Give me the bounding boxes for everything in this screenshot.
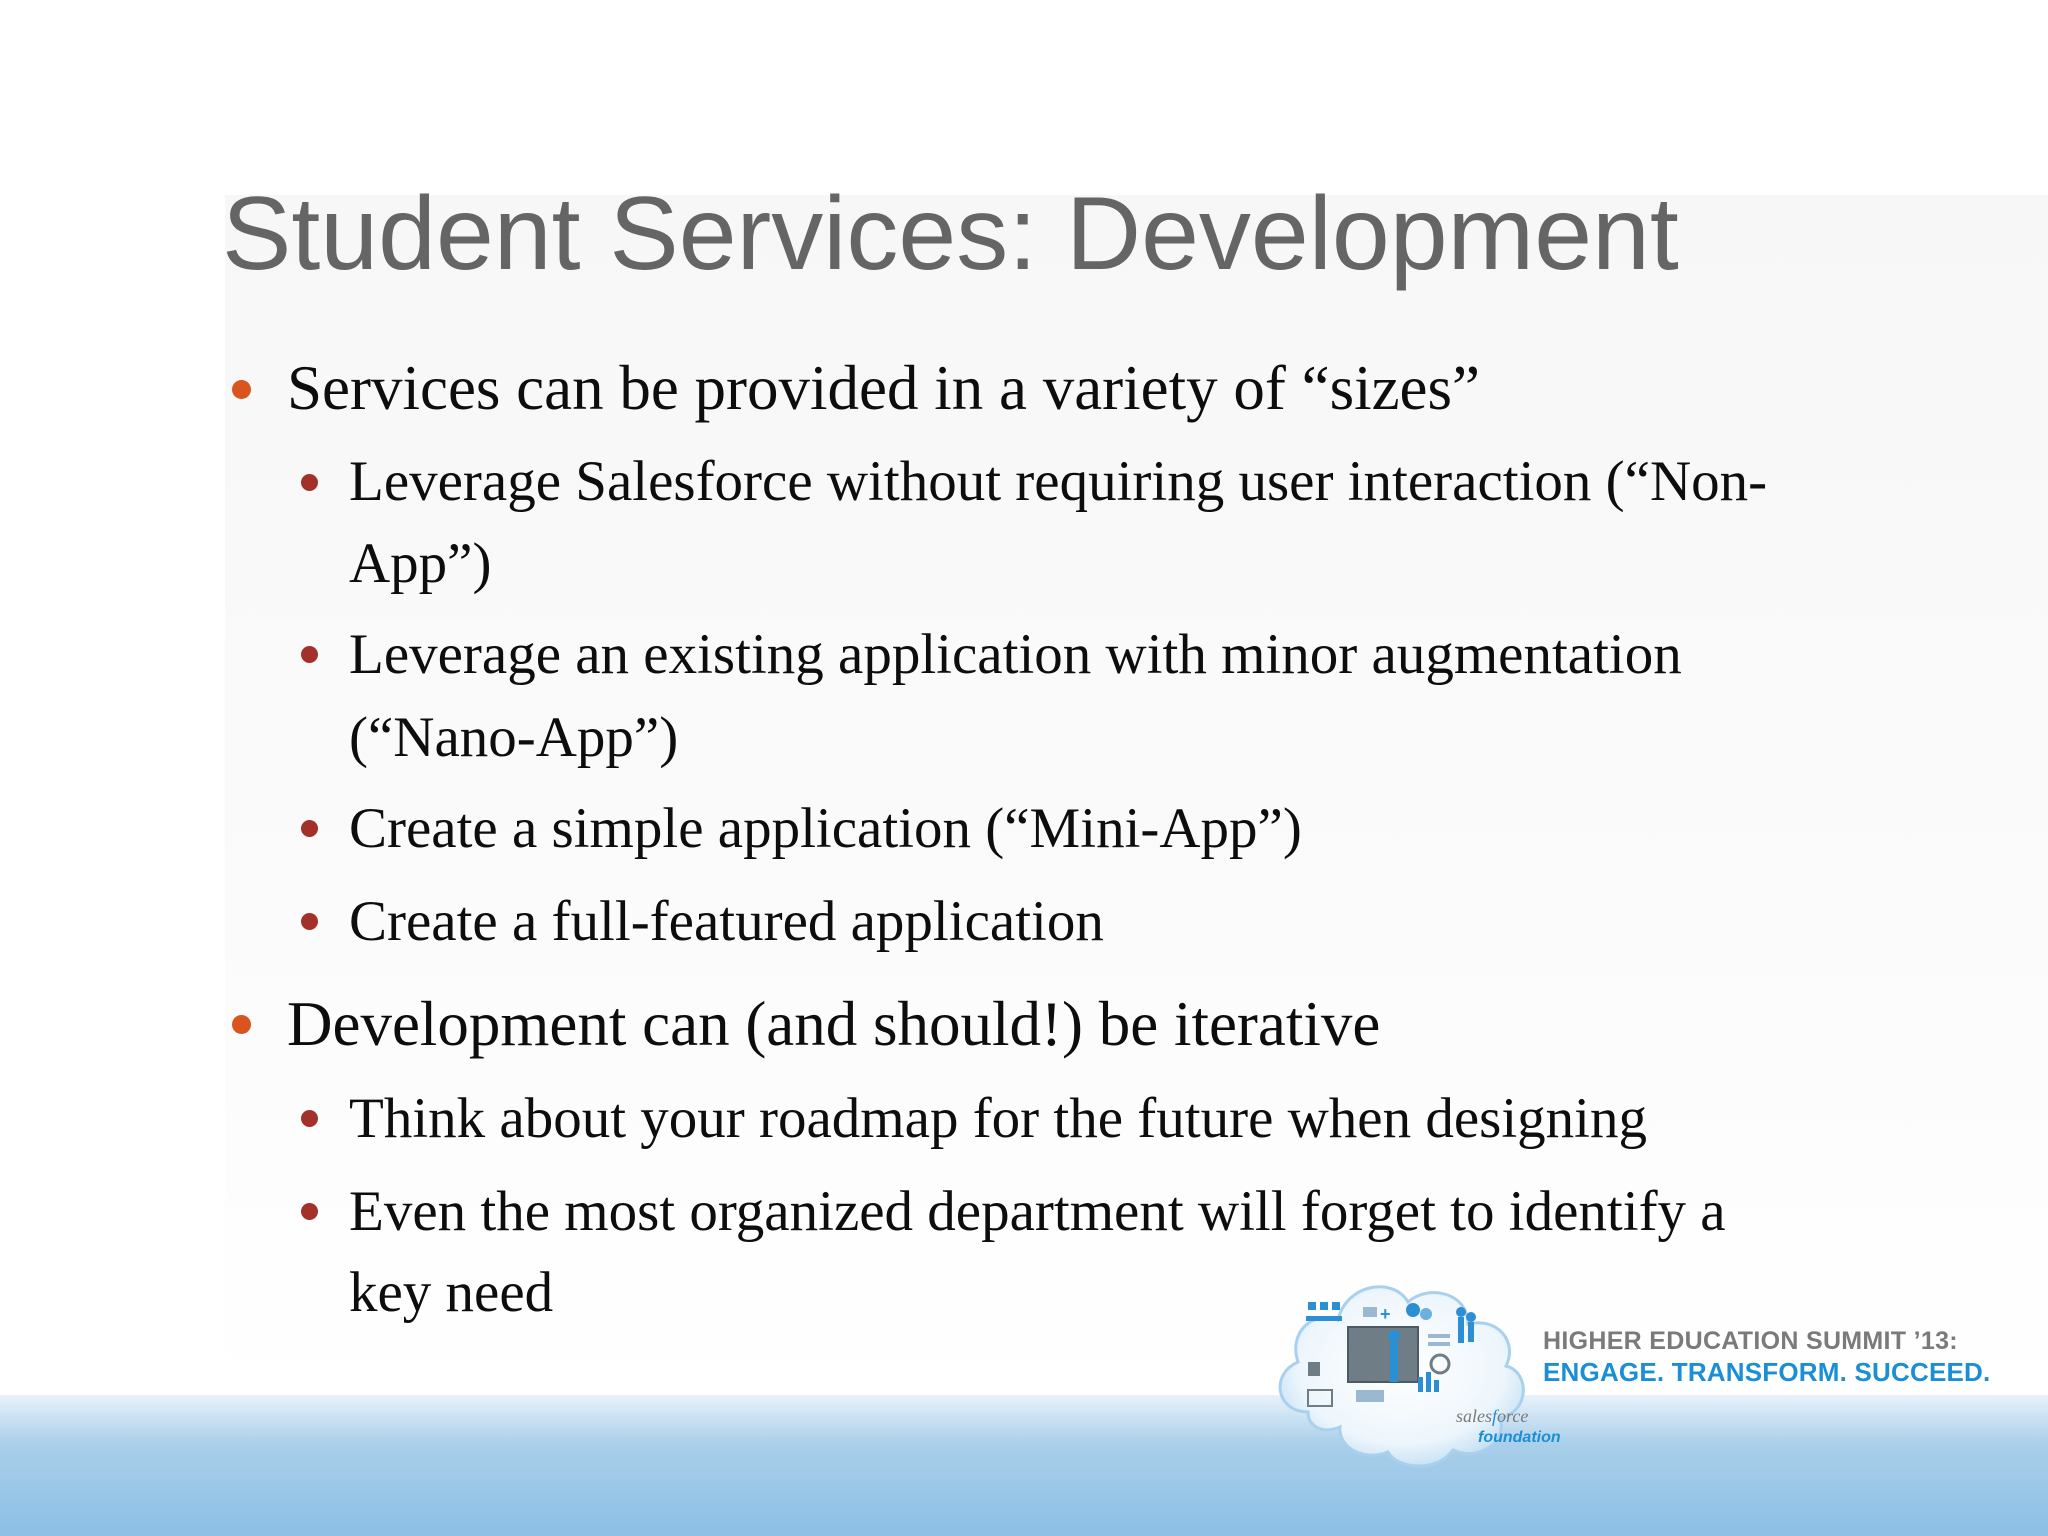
salesforce-foundation-cloud-logo [1268,1262,1568,1474]
bullet-dot-icon [301,1203,318,1220]
bullet-dot-icon [232,1015,251,1034]
svg-text:salesforce: salesforce [1456,1406,1529,1426]
bullet-item: Leverage Salesforce without requiring user interaction (“Non- [349,450,1768,513]
bullet-item: Think about your roadmap for the future when designing [349,1087,1648,1150]
bullet-item: Services can be provided in a variety of “sizes” [287,353,1481,423]
bullet-dot-icon [301,474,318,491]
bullet-item: Even the most organized department will forget to identify a [349,1180,1726,1243]
summit-title: HIGHER EDUCATION SUMMIT ’13: [1543,1327,1958,1355]
bullet-item: Create a simple application (“Mini-App”) [349,797,1302,860]
bullet-item-continuation: (“Nano-App”) [349,706,679,769]
bullet-dot-icon [301,820,318,837]
svg-text:+: + [1380,1304,1391,1324]
bullet-item-continuation: App”) [349,532,492,595]
bullet-item: Leverage an existing application with minor augmentation [349,623,1682,686]
bullet-dot-icon [301,1110,318,1127]
footer-band [0,1395,2048,1536]
bullet-dot-icon [232,380,251,399]
svg-text:foundation: foundation [1478,1429,1561,1446]
summit-tagline: ENGAGE. TRANSFORM. SUCCEED. [1543,1357,1991,1387]
bullet-dot-icon [301,913,318,930]
bullet-item: Development can (and should!) be iterative [287,989,1381,1059]
bullet-dot-icon [301,646,318,663]
bullet-item: Create a full-featured application [349,890,1104,953]
bullet-item-continuation: key need [349,1261,554,1324]
slide-title: Student Services: Development [222,176,1679,292]
